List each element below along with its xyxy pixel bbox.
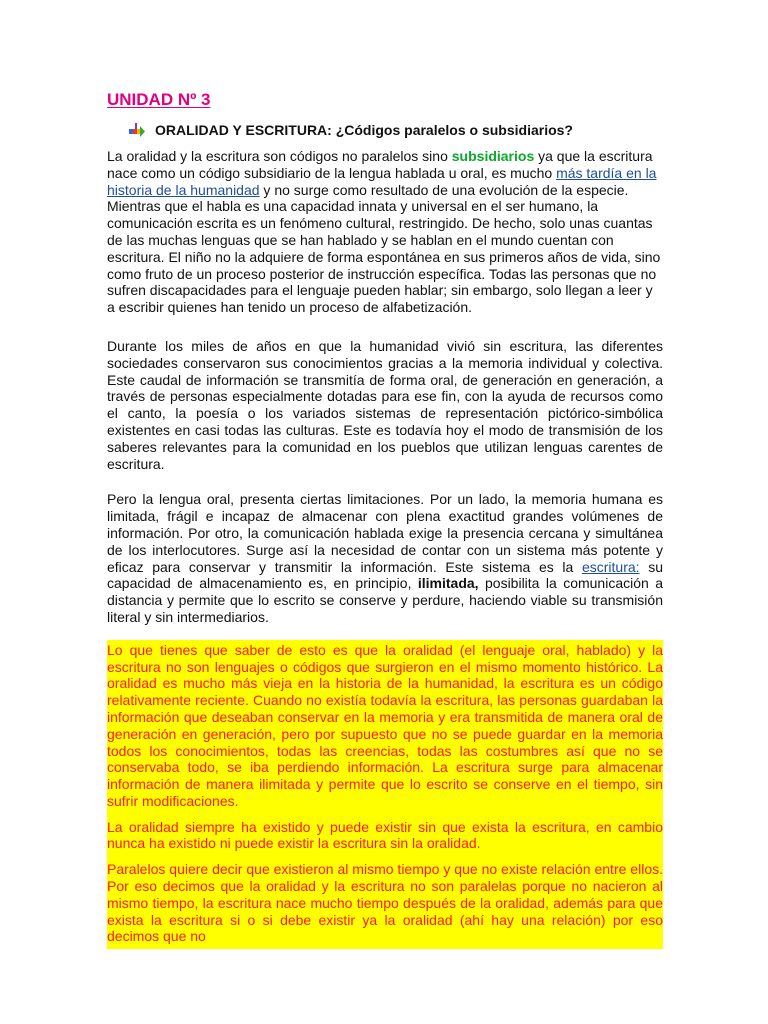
summary-paragraph-1: Lo que tienes que saber de esto es que la oralidad (el lenguaje oral, hablado) y la escritura no son lenguajes o códigos que surgieron en el mismo momento histórico. La oralidad es mucho más vieja en la historia de la humanidad, la escritura es un código relativamente reciente. Cuando no existía todavía la escritura, las personas guardaban la información que deseaban conservar en la memoria y era transmitida de manera oral de generación en generación, pero por supuesto que no se puede guardar en la memoria todos los conocimientos, todas las creencias, todas las costumbres así que no se conservaba todo, se iba perdiendo información. La escritura surge para almacenar información de manera ilimitada y permite que lo escrito se conserve en el tiempo, sin sufrir modificaciones. xyxy=(107,641,663,809)
paragraph-3-text-b: su capacidad de almacenamiento es, en principio, xyxy=(107,558,663,592)
document-page xyxy=(107,88,663,949)
highlighted-summary xyxy=(107,640,663,950)
link-historia-humanidad[interactable]: más tardía en la historia de la humanidad xyxy=(107,164,657,198)
colorful-arrow-bullet-icon xyxy=(129,123,145,137)
paragraph-1-text-b: ya que la escritura nace como un código subsidiario de la lengua hablada u oral, es mucho xyxy=(107,148,653,181)
term-ilimitada: ilimitada, xyxy=(417,575,479,592)
unit-title: UNIDAD Nº 3 xyxy=(107,90,211,109)
paragraph-2: Durante los miles de años en que la humanidad vivió sin escritura, las diferentes sociedades conservaron sus conocimientos gracias a la memoria individual y colectiva. Este caudal de información se transmitía de forma oral, de generación en generación, a través de personas especialmente dotadas para ese fin, con la ayuda de recursos como el canto, la poesía o los variados sistemas de representación pictórico-simbólica existentes en casi todas las culturas. Este es todavía hoy el modo de transmisión de los saberes relevantes para la comunidad en los pueblos que utilizan lenguas carentes de escritura. xyxy=(107,337,663,472)
paragraph-1 xyxy=(107,148,663,316)
term-subsidiarios: subsidiarios xyxy=(451,148,535,164)
link-escritura[interactable]: escritura: xyxy=(581,558,640,575)
summary-paragraph-3: Paralelos quiere decir que existieron al mismo tiempo y que no existe relación entre ellos. Por eso decimos que la oralidad y la escritura no son paralelas porque no nacieron al mismo tiempo, la escritura nace mucho tiempo después de la oralidad, además para que exista la escritura si o si debe existir ya la oralidad (ahí hay una relación) por eso decimos que no xyxy=(107,861,663,945)
summary-paragraph-2: La oralidad siempre ha existido y puede existir sin que exista la escritura, en cambio nunca ha existido ni puede existir la escritura sin la oralidad. xyxy=(107,818,663,852)
section-subtitle-text: ORALIDAD Y ESCRITURA: ¿Códigos paralelos o subsidiarios? xyxy=(155,122,573,138)
paragraph-1-text-a: La oralidad y la escritura son códigos no paralelos sino xyxy=(107,148,452,164)
section-subtitle xyxy=(129,120,663,140)
paragraph-3 xyxy=(107,491,663,625)
paragraph-3-text-a: Pero la lengua oral, presenta ciertas limitaciones. Por un lado, la memoria humana es limitada, frágil e incapaz de almacenar con plena exactitud grandes volúmenes de información. Por otro, la comunicación hablada exige la presencia cercana y simultánea de los interlocutores. Surge así la necesidad de contar con un sistema más potente y eficaz para conservar y transmitir la información. Este sistema es la xyxy=(107,491,663,575)
paragraph-3-text-c: posibilita la comunicación a distancia y permite que lo escrito se conserve y perdure, haciendo viable su transmisión literal y sin intermediarios. xyxy=(107,575,663,625)
paragraph-1-text-c: y no surge como resultado de una evolución de la especie. Mientras que el habla es una capacidad innata y universal en el ser humano, la comunicación escrita es un fenómeno cultural, restringido. De hecho, solo unas cuantas de las muchas lenguas que se han hablado y se hablan en el mundo cuentan con escritura. El niño no la adquiere de forma espontánea en sus primeros años de vida, sino como fruto de un proceso posterior de instrucción específica. Todas las personas que no sufren discapacidades para el lenguaje pueden hablar; sin embargo, solo llegan a leer y a escribir quienes han tenido un proceso de alfabetización. xyxy=(107,181,661,316)
